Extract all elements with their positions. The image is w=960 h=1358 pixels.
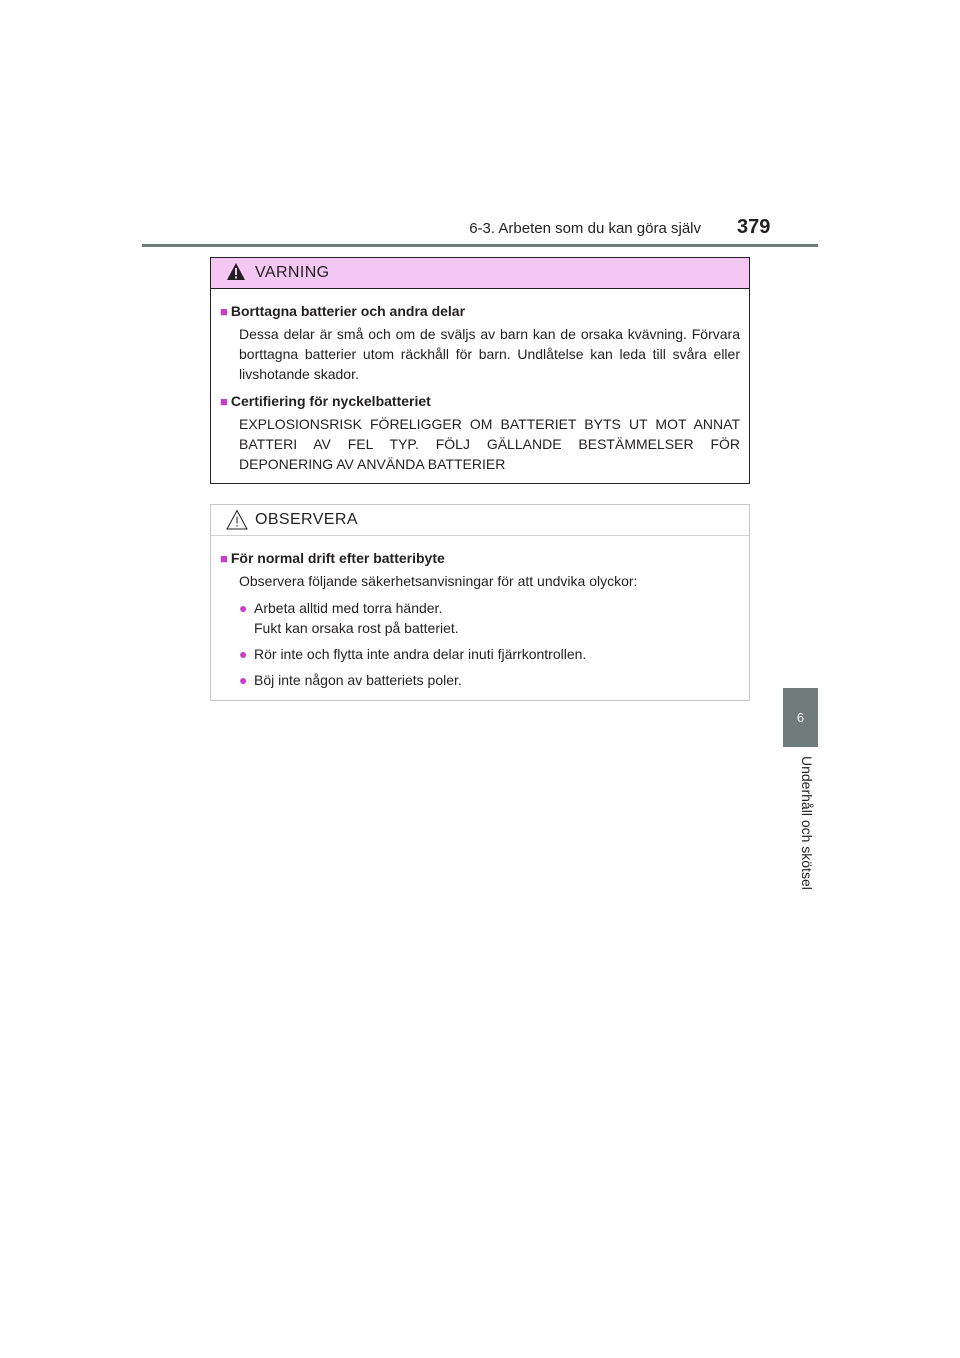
notice-intro: Observera följande säkerhetsanvisningar för att undvika olyckor: bbox=[239, 573, 638, 589]
section-title: 6-3. Arbeten som du kan göra själv bbox=[469, 220, 701, 237]
warning-title: VARNING bbox=[255, 264, 330, 281]
warning-item-text: Dessa delar är små och om de sväljs av barn kan de orsaka kvävning. Förvara borttagna batterier utom räckhåll för barn. Undlåtelse kan leda till svåra eller livshotande skador. bbox=[239, 326, 740, 382]
dot-bullet-icon: ● bbox=[239, 646, 248, 662]
warning-header bbox=[211, 258, 749, 289]
chapter-label: Underhåll och skötsel bbox=[799, 756, 815, 890]
warning-item-text: EXPLOSIONSRISK FÖRELIGGER OM BATTERIET BYTS UT MOT ANNAT BATTERI AV FEL TYP. FÖLJ GÄLLANDE BESTÄMMELSER FÖR DEPONERING AV ANVÄNDA BATTERIER bbox=[239, 416, 740, 472]
warning-item-heading: ■ Borttagna batterier och andra delar bbox=[220, 303, 466, 319]
notice-title: OBSERVERA bbox=[255, 511, 358, 528]
page-number: 379 bbox=[737, 216, 771, 238]
chapter-tab: 6 bbox=[783, 688, 818, 747]
warning-box bbox=[210, 257, 750, 484]
notice-header bbox=[211, 505, 749, 536]
warning-triangle-icon bbox=[226, 262, 246, 286]
caution-triangle-icon bbox=[226, 509, 248, 535]
list-item: ● Böj inte någon av batteriets poler. bbox=[239, 672, 462, 688]
header-rule bbox=[142, 244, 818, 247]
square-bullet-icon: ■ bbox=[220, 394, 228, 409]
warning-item-heading: ■ Certifiering för nyckelbatteriet bbox=[220, 393, 431, 409]
notice-box bbox=[210, 504, 750, 701]
dot-bullet-icon: ● bbox=[239, 600, 248, 616]
square-bullet-icon: ■ bbox=[220, 304, 228, 319]
list-item: ● Rör inte och flytta inte andra delar inuti fjärrkontrollen. bbox=[239, 646, 587, 662]
dot-bullet-icon: ● bbox=[239, 672, 248, 688]
square-bullet-icon: ■ bbox=[220, 551, 228, 566]
notice-item-heading: ■ För normal drift efter batteribyte bbox=[220, 550, 445, 566]
list-item: ● Arbeta alltid med torra händer. Fukt kan orsaka rost på batteriet. bbox=[239, 600, 459, 636]
